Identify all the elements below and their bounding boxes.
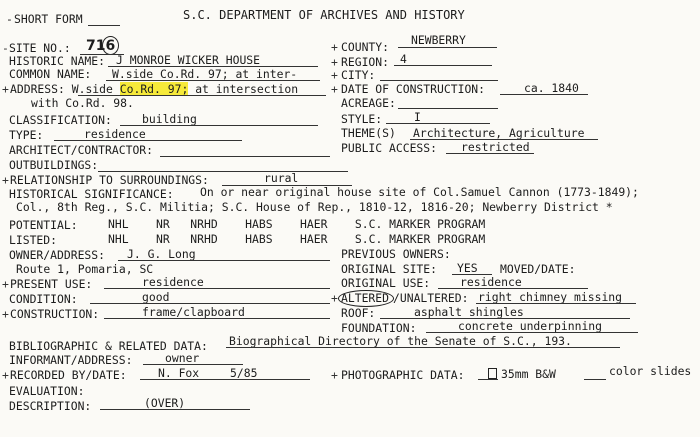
architect-underline <box>160 156 330 157</box>
present-use-label: PRESENT USE: <box>10 277 93 291</box>
historic-name-label: HISTORIC NAME: <box>9 54 106 68</box>
plus-marker: + <box>331 40 338 54</box>
description-label: DESCRIPTION: <box>9 399 92 413</box>
listed-label: LISTED: <box>9 233 58 247</box>
county-value: NEWBERRY <box>411 33 466 47</box>
informant-label: INFORMANT/ADDRESS: <box>9 353 133 367</box>
short-form-blank <box>88 25 120 26</box>
outbuildings-underline <box>98 171 348 172</box>
style-label: STYLE: <box>341 112 383 126</box>
condition-label: CONDITION: <box>9 292 78 306</box>
condition-underline <box>90 303 330 304</box>
photographic-bw: 35mm B&W <box>501 367 556 381</box>
address-value-part2: at intersection <box>195 82 299 96</box>
public-access-label: PUBLIC ACCESS: <box>341 141 438 155</box>
informant-value: owner <box>165 351 200 365</box>
photographic-label: PHOTOGRAPHIC DATA: <box>341 368 465 382</box>
site-no-value: 716 <box>86 38 116 54</box>
previous-owners-label: PREVIOUS OWNERS: <box>341 247 451 261</box>
address-value-part1: W.side <box>71 82 113 96</box>
altered-circle <box>338 290 394 307</box>
foundation-label: FOUNDATION: <box>341 321 417 335</box>
date-of-construction-value: ca. 1840 <box>524 81 579 95</box>
owner-address: Route 1, Pomaria, SC <box>16 262 154 276</box>
department-title: S.C. DEPARTMENT OF ARCHIVES AND HISTORY <box>183 8 465 22</box>
original-site-label: ORIGINAL SITE: <box>341 262 438 276</box>
unaltered-label: /UNALTERED: <box>393 291 469 305</box>
address-line2: with Co.Rd. 98. <box>31 96 134 110</box>
evaluation-label: EVALUATION: <box>9 384 85 398</box>
plus-marker: + <box>2 173 9 187</box>
owner-label: OWNER/ADDRESS: <box>9 248 106 262</box>
altered-underline <box>476 303 636 304</box>
classification-label: CLASSIFICATION: <box>9 113 112 127</box>
outbuildings-label: OUTBUILDINGS: <box>9 158 99 172</box>
recorded-label: RECORDED BY/DATE: <box>10 368 127 382</box>
acreage-label: ACREAGE: <box>341 96 396 110</box>
original-use-underline <box>438 288 588 289</box>
address-highlight: Co.Rd. 97; <box>119 82 189 96</box>
relationship-label: RELATIONSHIP TO SURROUNDINGS: <box>10 173 209 187</box>
region-label: REGION: <box>341 55 390 69</box>
type-value: residence <box>84 127 146 141</box>
bw-checkbox <box>488 368 497 379</box>
present-use-underline <box>104 288 330 289</box>
bibliography-label: BIBLIOGRAPHIC & RELATED DATA: <box>9 339 208 353</box>
site-no-label: SITE NO.: <box>9 41 71 55</box>
architect-label: ARCHITECT/CONTRACTOR: <box>9 143 154 157</box>
county-label: COUNTY: <box>341 40 390 54</box>
condition-value: good <box>142 290 170 304</box>
style-value: I <box>414 110 421 124</box>
foundation-value: concrete underpinning <box>458 319 603 333</box>
significance-label: HISTORICAL SIGNIFICANCE: <box>9 187 174 201</box>
informant-underline <box>143 364 243 365</box>
historic-name-value: J MONROE WICKER HOUSE <box>116 53 261 67</box>
bibliography-value: Biographical Directory of the Senate of S.C., 193. <box>229 334 572 348</box>
classification-underline <box>120 125 318 126</box>
potential-options: NHL NR NRHD HABS HAER S.C. MARKER PROGRAM <box>108 217 486 231</box>
county-underline <box>398 47 497 48</box>
public-access-value: restricted <box>461 140 530 154</box>
address-label: ADDRESS: W.side Co.Rd. 97; at intersection <box>10 82 299 96</box>
plus-marker: - <box>6 12 13 26</box>
construction-value: frame/clapboard <box>142 305 245 319</box>
significance-line2: Col., 8th Reg., S.C. Militia; S.C. House of Rep., 1810-12, 1816-20; Newberry District * <box>16 200 613 214</box>
plus-marker: + <box>331 82 338 96</box>
construction-label: CONSTRUCTION: <box>10 307 100 321</box>
bibliography-underline <box>226 347 620 348</box>
recorded-name: N. Fox <box>158 366 200 380</box>
owner-name: J. G. Long <box>127 247 196 261</box>
city-label: CITY: <box>341 68 376 82</box>
plus-marker: + <box>331 68 338 82</box>
recorded-date: 5/85 <box>230 366 258 380</box>
roof-label: ROOF: <box>341 306 376 320</box>
roof-value: asphalt shingles <box>414 305 524 319</box>
foundation-underline <box>426 332 638 333</box>
plus-marker: + <box>2 277 9 291</box>
type-label: TYPE: <box>9 128 44 142</box>
original-use-label: ORIGINAL USE: <box>341 276 431 290</box>
short-form-label: SHORT FORM <box>14 12 83 26</box>
city-underline <box>380 80 498 81</box>
present-use-value: residence <box>142 275 204 289</box>
plus-marker: + <box>331 368 338 382</box>
plus-marker: + <box>2 307 9 321</box>
common-name-value: W.side Co.Rd. 97; at inter- <box>112 67 298 81</box>
original-use-value: residence <box>460 275 522 289</box>
moved-date-label: MOVED/DATE: <box>500 262 576 276</box>
type-underline <box>54 140 242 141</box>
common-name-label: COMMON NAME: <box>9 67 92 81</box>
recorded-underline <box>140 379 310 380</box>
bw-underline <box>478 379 498 380</box>
common-name-underline <box>106 80 320 81</box>
plus-marker: - <box>2 41 9 55</box>
description-underline <box>100 409 250 410</box>
plus-marker: + <box>2 368 9 382</box>
photographic-color: color slides <box>609 364 692 378</box>
plus-marker: + <box>331 55 338 69</box>
plus-marker: + <box>331 291 338 305</box>
construction-underline <box>104 318 330 319</box>
listed-options: NHL NR NRHD HABS HAER S.C. MARKER PROGRAM <box>108 232 486 246</box>
date-of-construction-label: DATE OF CONSTRUCTION: <box>341 82 486 96</box>
original-site-value: YES <box>457 261 478 275</box>
style-underline <box>386 123 490 124</box>
themes-value: Architecture, Agriculture <box>413 126 585 140</box>
owner-underline <box>118 260 330 261</box>
plus-marker: + <box>2 82 9 96</box>
date-underline <box>500 94 588 95</box>
acreage-underline <box>398 108 498 109</box>
significance-line1: On or near original house site of Col.Samuel Cannon (1773-1849); <box>200 185 639 199</box>
description-value: (OVER) <box>144 396 186 410</box>
themes-label: THEME(S) <box>341 126 396 140</box>
altered-value: right chimney missing <box>478 290 623 304</box>
color-underline <box>584 379 606 380</box>
altered-label: ALTERED <box>341 291 390 305</box>
public-access-underline <box>446 153 534 154</box>
region-underline <box>394 65 492 66</box>
classification-value: building <box>142 112 197 126</box>
relationship-value: rural <box>264 171 299 185</box>
region-value: 4 <box>400 52 407 66</box>
potential-label: POTENTIAL: <box>9 218 78 232</box>
